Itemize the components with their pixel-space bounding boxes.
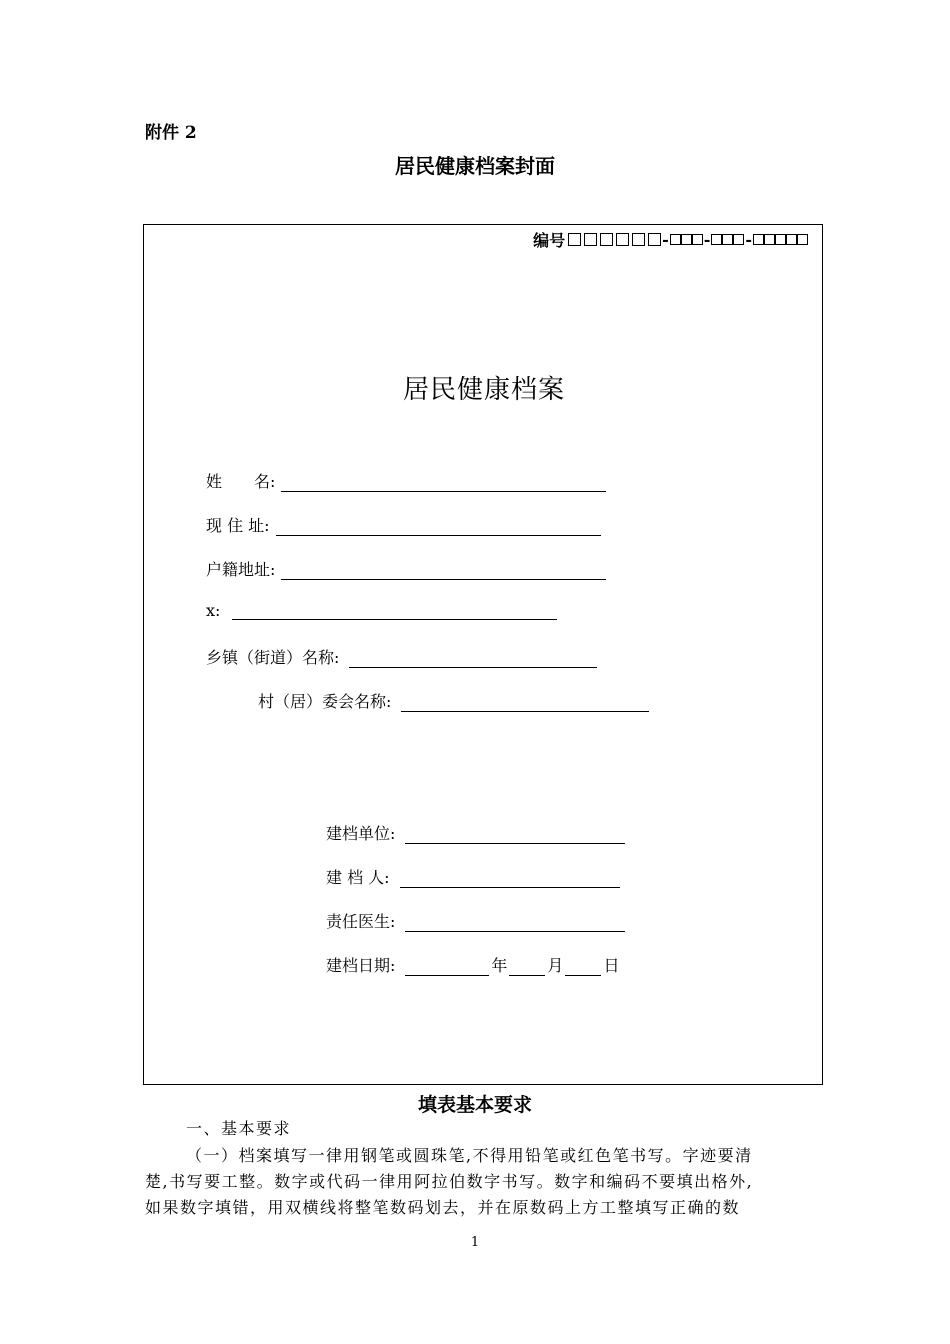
separator: -: [662, 230, 669, 249]
person-input[interactable]: [400, 886, 620, 888]
year-label: 年: [491, 956, 508, 975]
name-field: [206, 469, 606, 492]
serial-box-small[interactable]: [753, 234, 764, 245]
document-title: 居民健康档案: [402, 375, 565, 405]
separator: -: [703, 230, 711, 249]
unit-field: [326, 821, 625, 844]
serial-box[interactable]: [600, 233, 613, 246]
township-label: 乡镇（街道）名称:: [206, 648, 340, 667]
serial-box[interactable]: [648, 233, 661, 246]
serial-box-small[interactable]: [692, 234, 703, 245]
date-field: [326, 953, 619, 976]
serial-box-small[interactable]: [797, 234, 808, 245]
address-field: [206, 513, 601, 536]
cover-frame: [143, 224, 823, 1085]
paragraph-line: 楚,书写要工整。数字或代码一律用阿拉伯数字书写。数字和编码不要填出格外,: [145, 1172, 754, 1191]
month-label: 月: [547, 956, 564, 975]
x-input[interactable]: [232, 618, 557, 620]
serial-box[interactable]: [568, 233, 581, 246]
day-label: 日: [603, 956, 620, 975]
unit-label: 建档单位:: [326, 824, 396, 843]
serial-box-small[interactable]: [786, 234, 797, 245]
separator: -: [745, 230, 752, 249]
serial-box-small[interactable]: [764, 234, 775, 245]
x-field: [206, 601, 557, 620]
household-field: [206, 557, 606, 580]
village-field: [258, 689, 649, 712]
date-label: 建档日期:: [326, 956, 396, 975]
unit-input[interactable]: [405, 842, 625, 844]
serial-box[interactable]: [584, 233, 597, 246]
doctor-field: [326, 909, 625, 932]
section-heading: 一、基本要求: [186, 1119, 292, 1138]
requirements-title: 填表基本要求: [417, 1094, 532, 1116]
day-input[interactable]: [565, 974, 601, 976]
serial-box[interactable]: [632, 233, 645, 246]
village-input[interactable]: [401, 710, 649, 712]
address-input[interactable]: [276, 534, 601, 536]
doctor-label: 责任医生:: [326, 912, 396, 931]
serial-box-small[interactable]: [670, 234, 681, 245]
doctor-input[interactable]: [405, 930, 625, 932]
person-label: 建 档 人:: [326, 868, 390, 887]
serial-label: 编号: [533, 231, 566, 250]
page-number: 1: [470, 1235, 480, 1250]
name-input[interactable]: [281, 490, 606, 492]
village-label: 村（居）委会名称:: [258, 692, 392, 711]
x-label: x:: [206, 601, 221, 620]
paragraph-line: 如果数字填错，用双横线将整笔数码划去，并在原数码上方工整填写正确的数: [145, 1198, 741, 1217]
serial-box-small[interactable]: [681, 234, 692, 245]
attachment-label: 附件 2: [145, 123, 197, 143]
serial-box-small[interactable]: [722, 234, 733, 245]
serial-box-small[interactable]: [711, 234, 722, 245]
person-field: [326, 865, 620, 888]
year-input[interactable]: [405, 974, 489, 976]
serial-box-small[interactable]: [733, 234, 744, 245]
serial-number: [533, 228, 808, 251]
cover-title: 居民健康档案封面: [395, 154, 555, 178]
paragraph-line: （一）档案填写一律用钢笔或圆珠笔,不得用铅笔或红色笔书写。字迹要清: [186, 1146, 753, 1165]
month-input[interactable]: [509, 974, 545, 976]
serial-box[interactable]: [616, 233, 629, 246]
township-input[interactable]: [349, 666, 597, 668]
household-label: 户籍地址:: [206, 560, 276, 579]
household-input[interactable]: [281, 578, 606, 580]
address-label: 现 住 址:: [206, 516, 270, 535]
township-field: [206, 645, 597, 668]
serial-box-small[interactable]: [775, 234, 786, 245]
name-label: 姓 名:: [206, 472, 276, 491]
